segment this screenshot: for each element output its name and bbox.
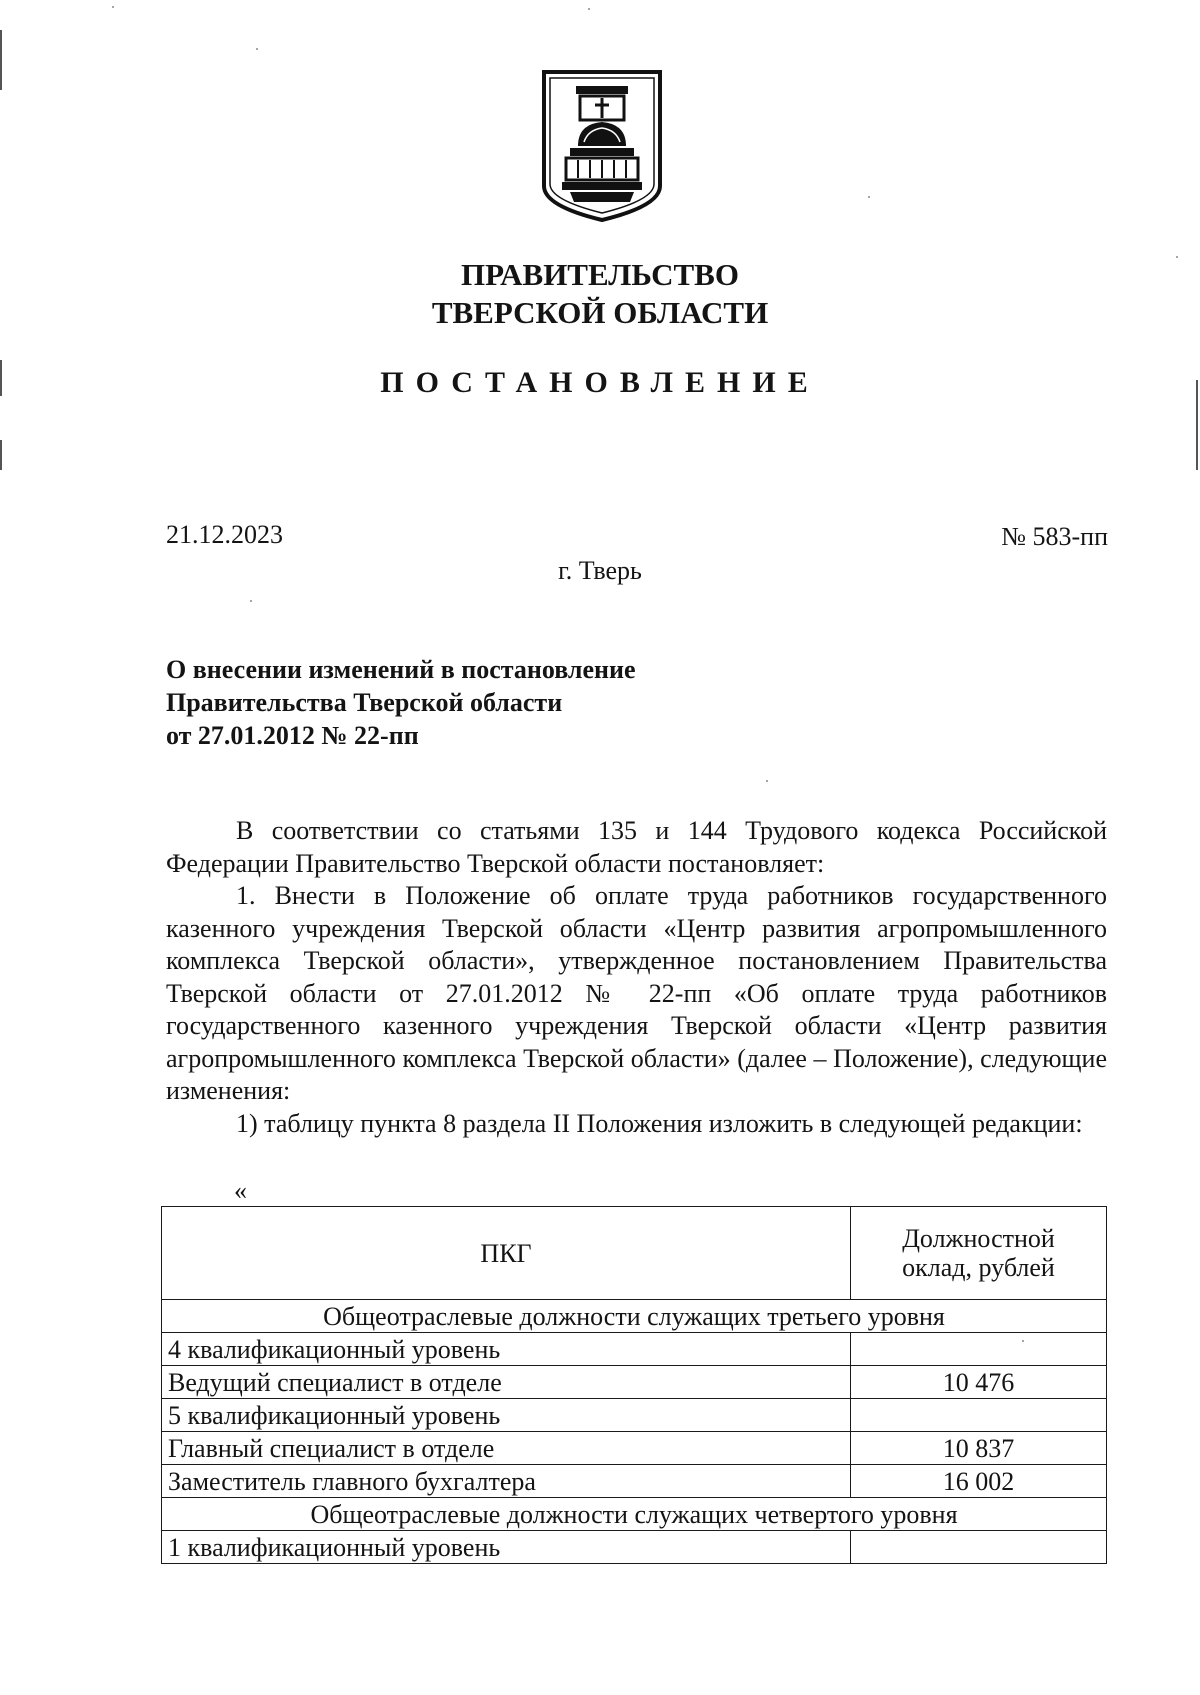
table-group-row (162, 1300, 1107, 1333)
subject-line2: Правительства Тверской области (166, 688, 563, 717)
subject-line1: О внесении изменений в постановление (166, 655, 636, 684)
scan-speck (256, 48, 258, 50)
scan-speck (1022, 1340, 1024, 1342)
header-salary (851, 1207, 1107, 1300)
document-body (166, 815, 1107, 1140)
table-row (162, 1531, 1107, 1564)
salary-table (161, 1206, 1107, 1564)
scan-speck (588, 8, 590, 10)
position-label: Заместитель главного бухгалтера (162, 1465, 851, 1498)
scan-speck (868, 196, 870, 198)
position-label: 4 квалификационный уровень (162, 1333, 851, 1366)
scan-edge-mark (0, 360, 2, 396)
document-date: 21.12.2023 (166, 520, 283, 549)
position-label: Главный специалист в отделе (162, 1432, 851, 1465)
table-row (162, 1366, 1107, 1399)
header-salary-line2: оклад, рублей (902, 1253, 1055, 1282)
government-name-line1: ПРАВИТЕЛЬСТВО (461, 257, 739, 292)
document-city: г. Тверь (558, 556, 642, 585)
salary-value: 10 476 (851, 1366, 1107, 1399)
header-pkg: ПКГ (162, 1207, 851, 1300)
opening-quote-mark: « (234, 1176, 247, 1205)
scan-speck (766, 780, 768, 782)
position-label: Ведущий специалист в отделе (162, 1366, 851, 1399)
salary-value (851, 1333, 1107, 1366)
body-paragraph-subitem-1: 1) таблицу пункта 8 раздела II Положения изложить в следующей редакции: (236, 1108, 1083, 1138)
table-group-row (162, 1498, 1107, 1531)
document-type-title: ПОСТАНОВЛЕНИЕ (380, 366, 820, 399)
position-label: 1 квалификационный уровень (162, 1531, 851, 1564)
table-row (162, 1333, 1107, 1366)
salary-value: 10 837 (851, 1432, 1107, 1465)
table-row (162, 1399, 1107, 1432)
scan-edge-mark (0, 440, 2, 470)
position-label: 5 квалификационный уровень (162, 1399, 851, 1432)
tver-coat-of-arms-icon (540, 68, 664, 224)
table-row (162, 1432, 1107, 1465)
subject-line3: от 27.01.2012 № 22-пп (166, 721, 419, 750)
body-paragraph-preamble: В соответствии со статьями 135 и 144 Трудового кодекса Российской Федерации Правительство Тверской области постановляет: (166, 816, 1107, 878)
group-label: Общеотраслевые должности служащих четвертого уровня (162, 1498, 1107, 1531)
salary-value (851, 1399, 1107, 1432)
scan-edge-mark (1196, 380, 1198, 470)
salary-value (851, 1531, 1107, 1564)
table-header-row (162, 1207, 1107, 1300)
government-name-line2: ТВЕРСКОЙ ОБЛАСТИ (431, 295, 769, 330)
group-label: Общеотраслевые должности служащих третьего уровня (162, 1300, 1107, 1333)
salary-value: 16 002 (851, 1465, 1107, 1498)
scan-speck (250, 600, 252, 602)
document-number: № 583-пп (1001, 522, 1108, 551)
table-row (162, 1465, 1107, 1498)
scan-edge-mark (0, 30, 2, 90)
header-salary-line1: Должностной (902, 1224, 1055, 1253)
scan-speck (112, 6, 114, 8)
body-paragraph-item-1: 1. Внести в Положение об оплате труда работников государственного казенного учреждения Тверской области «Центр развития агропромышленного комплекса Тверской области», утвержденное постановлением Правительства Тверской области от 27.01.2012 № 22-пп «Об оплате труда работников государственного казенного учреждения Тверской области «Центр развития агропромышленного комплекса Тверской области» (далее – Положение), следующие изменения: (166, 881, 1107, 1105)
government-name (0, 256, 1200, 332)
document-subject (166, 653, 636, 752)
scan-speck (1176, 256, 1178, 258)
